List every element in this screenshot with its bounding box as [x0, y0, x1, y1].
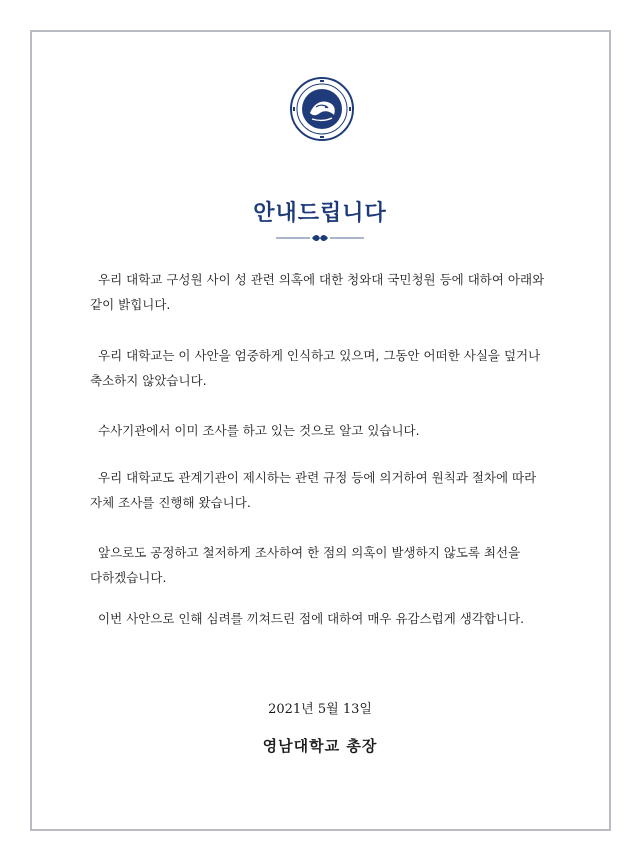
title-divider-ornament	[276, 232, 364, 244]
notice-date: 2021년 5월 13일	[268, 702, 372, 717]
paragraph-6: 이번 사안으로 인해 심려를 끼쳐드린 점에 대하여 매우 유감스럽게 생각합니다.	[98, 611, 525, 626]
paragraph-3: 수사기관에서 이미 조사를 하고 있는 것으로 알고 있습니다.	[98, 423, 420, 438]
paragraph-1: 우리 대학교 구성원 사이 성 관련 의혹에 대한 청와대 국민청원 등에 대하여 아래와 같이 밝힙니다.	[90, 272, 545, 312]
signer-name: 영남대학교 총장	[262, 737, 378, 755]
paragraph-5: 앞으로도 공정하고 철저하게 조사하여 한 점의 의혹이 발생하지 않도록 최선을 다하겠습니다.	[90, 545, 521, 585]
paragraph-2: 우리 대학교는 이 사안을 엄중하게 인식하고 있으며, 그동안 어떠한 사실을 덮거나 축소하지 않았습니다.	[90, 348, 541, 388]
paragraph-4: 우리 대학교도 관계기관이 제시하는 관련 규정 등에 의거하여 원칙과 절차에 따라 자체 조사를 진행해 왔습니다.	[90, 470, 537, 510]
university-seal-logo	[290, 77, 354, 141]
notice-title: 안내드립니다	[253, 201, 387, 226]
